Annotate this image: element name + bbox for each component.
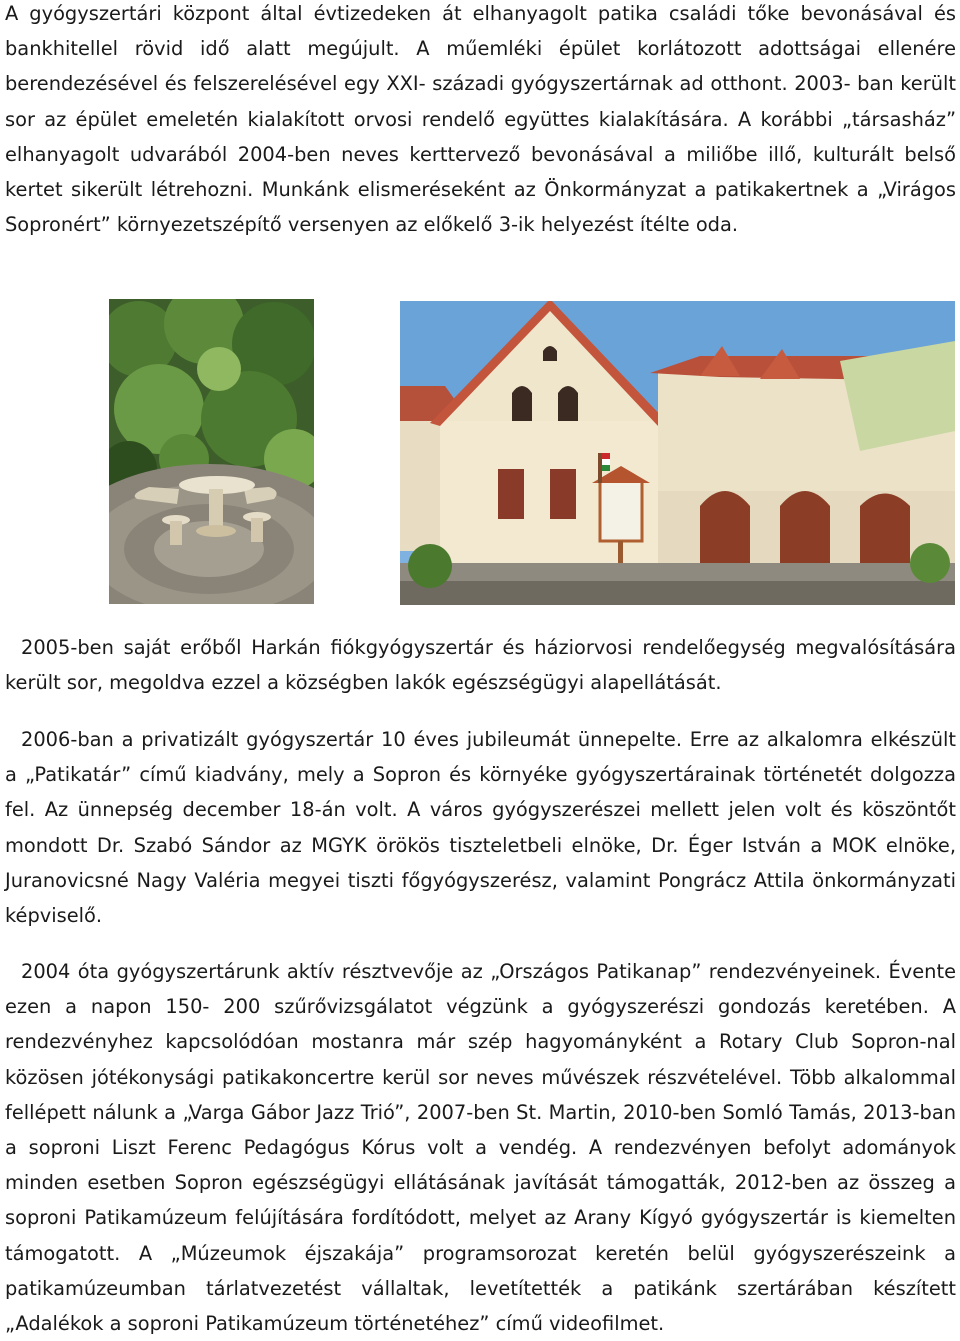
paragraph-patikanap: 2004 óta gyógyszertárunk aktív résztvevője az „Országos Patikanap” rendezvényeinek. Évente ezen a napon 150- 200 szűrővizsgálatot végzünk a gyógyszerészi gondozás keretében. A rendezvényhez kapcsolódóan mostanra már szép hagyományként a Rotary Club Sopron-nal közösen jótékonysági patikakoncertre kerül sor neves művészek részvételével. Több alkalommal fellépett nálunk a „Varga Gábor Jazz Trió”, 2007-ben St. Martin, 2010-ben Somló Tamás, 2013-ban a soproni Liszt Ferenc Pedagógus Kórus volt a vendég. A rendezvényen befolyt adományok minden esetben Sopron egészségügyi ellátásának javítását támogatták, 2012-ben az összeg a soproni Patikamúzeum felújítására fordítódott, melyet az Arany Kígyó gyógyszertár is kiemelten támogatott. A „Múzeumok éjszakája” programsorozat keretén belül gyógyszerészeink a patikamúzeumban tárlatvezetést vállaltak, levetítették a patikánk szertárában készített „Adalékok a soproni Patikamúzeum történetéhez” című videofilmet. — [5, 960, 956, 1336]
paragraph-history: A gyógyszertári központ által évtizedeken át elhanyagolt patika családi tőke bevonásával és bankhitellel rövid idő alatt megújult. A műemléki épület korlátozott adottságai ellenére berendezésével és felszerelésével egy XXI- századi gyógyszertárnak ad otthont. 2003- ban került sor az épület emeletén kialakított orvosi rendelő együttes kialakítására. A korábbi „társasház” elhanyagolt udvarából 2004-ben neves kerttervező bevonásával a miliőbe illő, kulturált belső kertet sikerült létrehozni. Munkánk elismeréseként az Önkormányzat a patikakertnek a „Virágos Sopronért” környezetszépítő versenyen az előkelő 3-ik helyezést ítélte oda. — [5, 2, 956, 237]
paragraph-jubilee: 2006-ban a privatizált gyógyszertár 10 éves jubileumát ünnepelte. Erre az alkalomra elkészült a „Patikatár” című kiadvány, mely a Sopron és környéke gyógyszertárainak történetét dolgozza fel. Az ünnepség december 18-án volt. A város gyógyszerészei mellett jelen volt és köszöntőt mondott Dr. Szabó Sándor az MGYK örökös tiszteletbeli elnöke, Dr. Éger István a MOK elnöke, Juranovicsné Nagy Valéria megyei tiszti főgyógyszerész, valamint Pongrácz Attila önkormányzati képviselő. — [5, 728, 956, 928]
garden-photo — [109, 299, 314, 604]
pharmacy-building-photo — [400, 301, 955, 605]
paragraph-harka-branch: 2005-ben saját erőből Harkán fiókgyógyszertár és háziorvosi rendelőegység megvalósítására került sor, megoldva ezzel a községben lakók egészségügyi alapellátását. — [5, 636, 956, 695]
